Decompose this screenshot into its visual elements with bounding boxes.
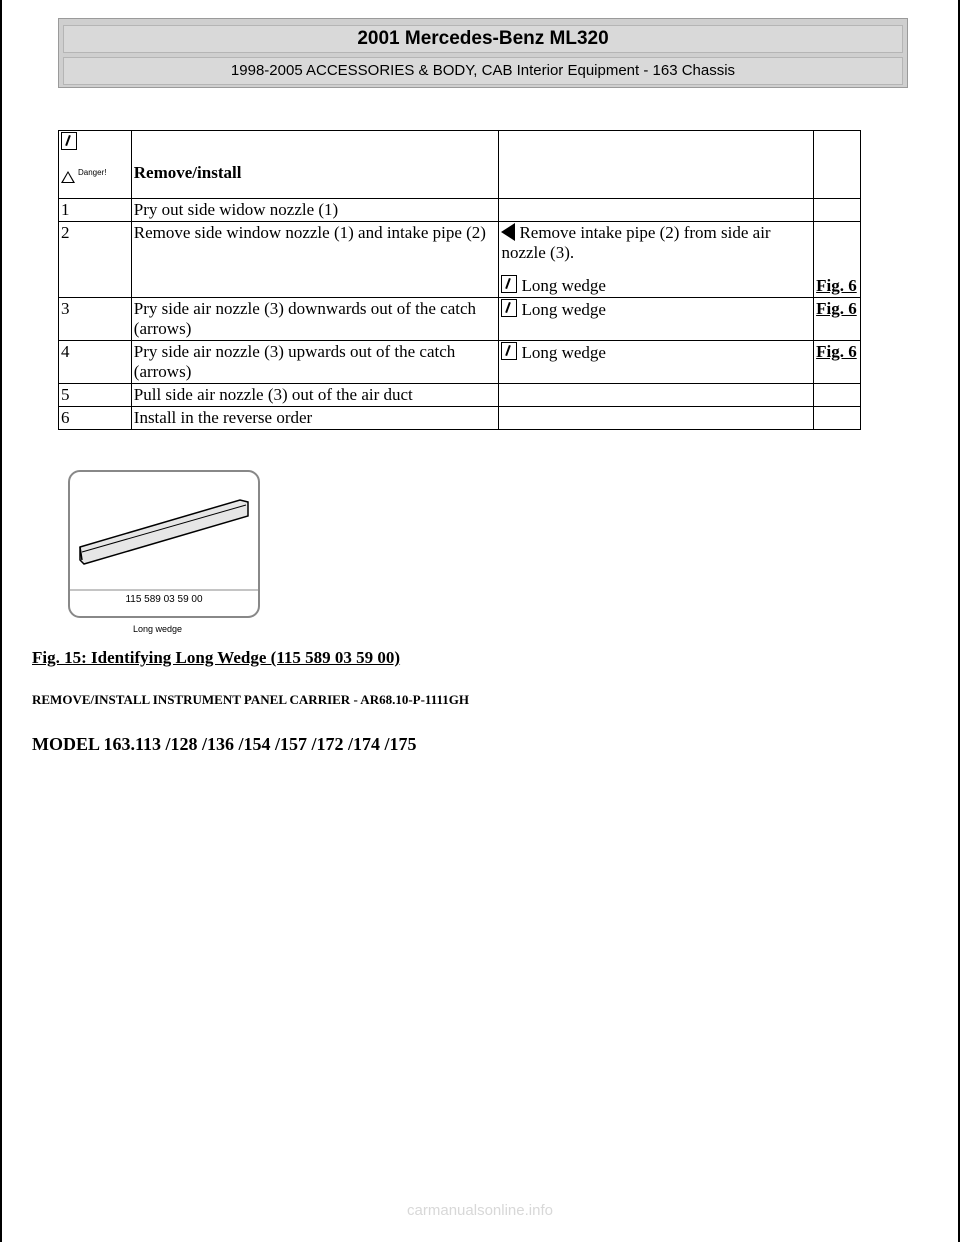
part-number: 115 589 03 59 00 <box>125 594 203 605</box>
danger-cell <box>59 131 132 199</box>
step-text: Remove side window nozzle (1) and intake pipe (2) <box>131 222 499 298</box>
table-row <box>59 222 861 298</box>
step-number: 6 <box>59 407 132 430</box>
tool-icon <box>501 275 517 293</box>
step-note <box>499 341 814 384</box>
table-header-row <box>59 131 861 199</box>
step-text: Pry side air nozzle (3) upwards out of the catch (arrows) <box>131 341 499 384</box>
tool-icon <box>501 299 517 317</box>
tool-text: Long wedge <box>521 276 606 295</box>
figure-caption[interactable]: Fig. 15: Identifying Long Wedge (115 589 03 59 00) <box>32 648 401 667</box>
step-text: Pry out side widow nozzle (1) <box>131 199 499 222</box>
step-note <box>499 222 814 298</box>
step-number: 5 <box>59 384 132 407</box>
note-text: Remove intake pipe (2) from side air nozzle (3). <box>501 223 771 262</box>
long-wedge-image <box>68 470 260 618</box>
table-row <box>59 298 861 341</box>
step-note <box>499 298 814 341</box>
fig-link[interactable]: Fig. 6 <box>816 299 857 318</box>
danger-label: Danger! <box>78 168 107 177</box>
step-number: 2 <box>59 222 132 298</box>
table-row <box>59 199 861 222</box>
table-row <box>59 384 861 407</box>
document-title: 2001 Mercedes-Benz ML320 <box>63 25 903 53</box>
section-heading: REMOVE/INSTALL INSTRUMENT PANEL CARRIER - AR68.10-P-1111GH <box>32 692 470 707</box>
procedure-table <box>58 130 861 430</box>
document-header <box>58 18 908 88</box>
step-text: Install in the reverse order <box>131 407 499 430</box>
table-row <box>59 341 861 384</box>
tool-label: Long wedge <box>133 624 183 634</box>
table-row <box>59 407 861 430</box>
fig-link[interactable]: Fig. 6 <box>816 342 857 361</box>
step-number: 3 <box>59 298 132 341</box>
warning-triangle-icon <box>61 171 75 183</box>
model-heading: MODEL 163.113 /128 /136 /154 /157 /172 /174 /175 <box>32 734 417 754</box>
table-title: Remove/install <box>131 131 499 199</box>
watermark-footer: carmanualsonline.info <box>407 1202 553 1219</box>
note-icon <box>501 223 515 241</box>
tool-text: Long wedge <box>521 300 606 319</box>
tool-icon <box>501 342 517 360</box>
step-text: Pry side air nozzle (3) downwards out of the catch (arrows) <box>131 298 499 341</box>
tool-text: Long wedge <box>521 343 606 362</box>
step-number: 4 <box>59 341 132 384</box>
step-number: 1 <box>59 199 132 222</box>
fig-link[interactable]: Fig. 6 <box>816 276 857 295</box>
page-border-left <box>0 0 2 1242</box>
document-subtitle: 1998-2005 ACCESSORIES & BODY, CAB Interior Equipment - 163 Chassis <box>63 57 903 85</box>
step-text: Pull side air nozzle (3) out of the air duct <box>131 384 499 407</box>
wrench-note-icon <box>61 132 77 150</box>
